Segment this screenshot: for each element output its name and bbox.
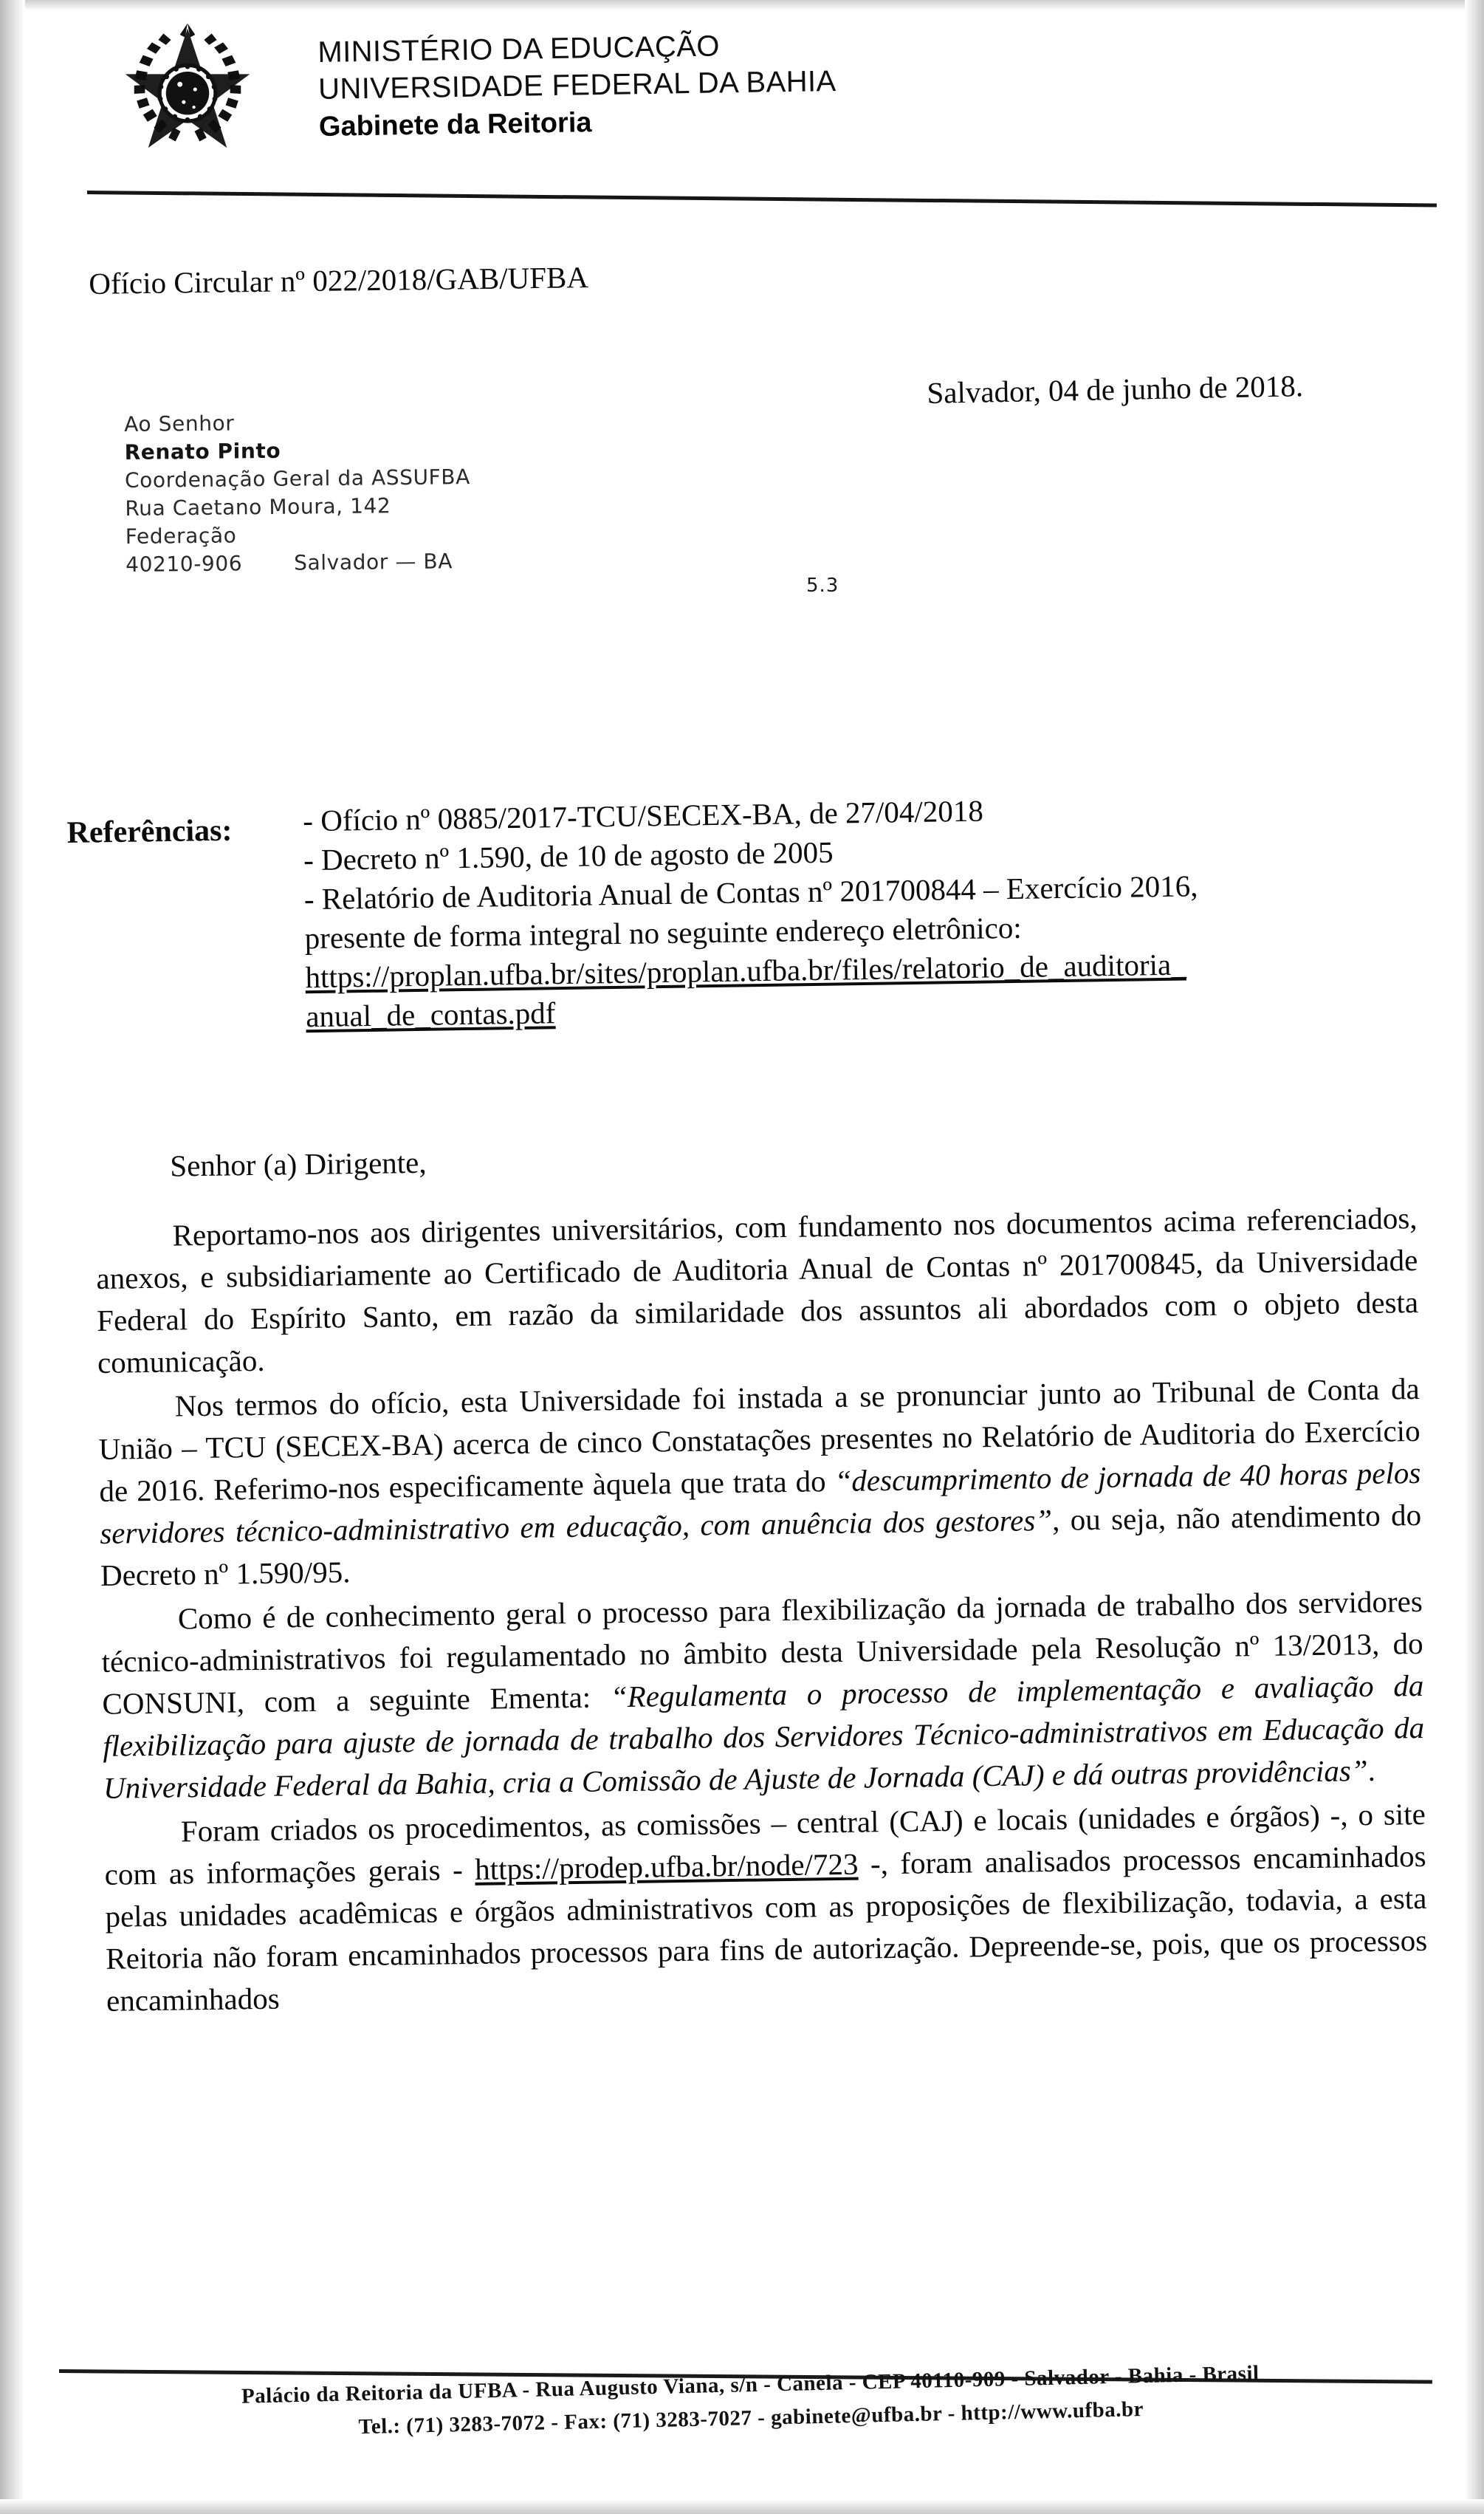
reference-continuation: presente de forma integral no seguinte endereço eletrônico: xyxy=(304,910,1023,956)
reference-item: - Ofício nº 0885/2017-TCU/SECEX-BA, de 27/04/2018 xyxy=(303,793,984,838)
run-normal: Foram criados os procedimentos, as comissões – central (CAJ) e locais (unidades e órgãos) -, o site com as informações gerais - xyxy=(104,1796,1426,1891)
reference-url-line1[interactable]: https://proplan.ufba.br/sites/proplan.ufba.br/files/relatorio_de_auditoria_ xyxy=(305,947,1186,995)
run-italic-quote: “Regulamenta o processo de implementação e avaliação da flexibilização para ajuste de jornada de trabalho dos Servidores Técnico-administrativos em Educação da Universidade Federal da Bahia, cria a Comissão de Ajuste de Jornada (CAJ) e dá outras providências” xyxy=(102,1668,1425,1805)
run-italic-quote: “descumprimento de jornada de 40 horas pelos servidores técnico-administrativo em educação, com anuência dos gestores” xyxy=(99,1455,1421,1550)
letterhead xyxy=(0,0,1484,222)
addressee-street: Rua Caetano Moura, 142 xyxy=(125,493,391,521)
scan-edge-right xyxy=(1465,0,1484,2514)
run-normal: Nos termos do ofício, esta Universidade foi instada a se pronunciar junto ao Tribunal de Conta da União – TCU (SECEX-BA) acerca de cinco Constatações presentes no Relatório de Auditoria do Exercício de 2016. Referimo-nos especificamente àquela que trata do xyxy=(98,1371,1421,1508)
body-paragraph-3 xyxy=(101,1580,1426,1809)
addressee-treatment: Ao Senhor xyxy=(124,411,235,436)
references-label: Referências: xyxy=(66,813,233,850)
addressee-city-state: Salvador — BA xyxy=(294,549,453,575)
letterhead-office: Gabinete da Reitoria xyxy=(318,107,592,143)
reference-url-line2[interactable]: anual_de_contas.pdf xyxy=(305,996,556,1034)
run-normal: Como é de conhecimento geral o processo para flexibilização da jornada de trabalho dos servidores técnico-administrativos foi regulamentado no âmbito desta Universidade pela Resolução nº 13/2013, do CONSUNI, com a seguinte Ementa: xyxy=(101,1583,1423,1721)
date-line: Salvador, 04 de junho de 2018. xyxy=(927,369,1304,410)
scan-edge-left xyxy=(0,0,25,2514)
prodep-url-link[interactable]: https://prodep.ufba.br/node/723 xyxy=(474,1846,859,1886)
addressee-role: Coordenação Geral da ASSUFBA xyxy=(124,465,471,493)
brasao-da-republica-icon xyxy=(124,18,251,152)
addressee-postal-code: 40210-906 xyxy=(126,551,243,577)
addressee-postal-city xyxy=(126,547,471,579)
references-list xyxy=(303,784,1443,1036)
letterhead-text xyxy=(317,26,837,146)
addressee-name: Renato Pinto xyxy=(124,438,281,465)
run-normal: -, foram analisados processos encaminhados pelas unidades acadêmicas e órgãos administrativos com as proposições de flexibilização, todavia, a esta Reitoria não foram encaminhados processos para fins de autorização. Depreende-se, pois, que os processos encaminhados xyxy=(105,1838,1428,2018)
reference-item: - Relatório de Auditoria Anual de Contas nº 201700844 – Exercício 2016, xyxy=(303,869,1198,917)
letterhead-university: UNIVERSIDADE FEDERAL DA BAHIA xyxy=(317,64,837,106)
letter-body xyxy=(95,1131,1428,2024)
header-divider xyxy=(87,191,1437,208)
reference-url[interactable] xyxy=(305,941,1443,1036)
reference-item: - Decreto nº 1.590, de 10 de agosto de 2005 xyxy=(303,835,834,877)
body-paragraph-4 xyxy=(104,1793,1429,2022)
footer-block xyxy=(71,2353,1431,2450)
salutation: Senhor (a) Dirigente, xyxy=(170,1145,427,1183)
footer-address: Palácio da Reitoria da UFBA - Rua Augusto Viana, s/n - Canela - CEP 40110-909 - Salvador - Bahia - Brasil xyxy=(241,2361,1260,2408)
letterhead-ministry: MINISTÉRIO DA EDUCAÇÃO xyxy=(317,30,721,69)
run-normal: . xyxy=(1367,1753,1376,1788)
handwritten-mark: 5.3 xyxy=(806,575,839,597)
addressee-block xyxy=(124,407,471,579)
body-paragraph-1 xyxy=(95,1197,1419,1384)
references-block xyxy=(66,784,1443,1040)
document-number: Ofício Circular nº 022/2018/GAB/UFBA xyxy=(89,260,589,301)
body-paragraph-2 xyxy=(97,1368,1422,1597)
footer-contact: Tel.: (71) 3283-7072 - Fax: (71) 3283-7027 - gabinete@ufba.br - http://www.ufba.br xyxy=(358,2397,1144,2439)
addressee-district: Federação xyxy=(125,523,237,549)
run-normal: Reportamo-nos aos dirigentes universitários, com fundamento nos documentos acima referenciados, anexos, e subsidiariamente ao Certificado de Auditoria Anual de Contas nº 201700845, da Universidade Federal do Espírito Santo, em razão da similaridade dos assuntos ali abordados com o objeto desta comunicação. xyxy=(96,1200,1419,1380)
scan-edge-bottom xyxy=(0,2499,1484,2514)
run-normal: , ou seja, não atendimento do Decreto nº 1.590/95. xyxy=(100,1497,1422,1592)
